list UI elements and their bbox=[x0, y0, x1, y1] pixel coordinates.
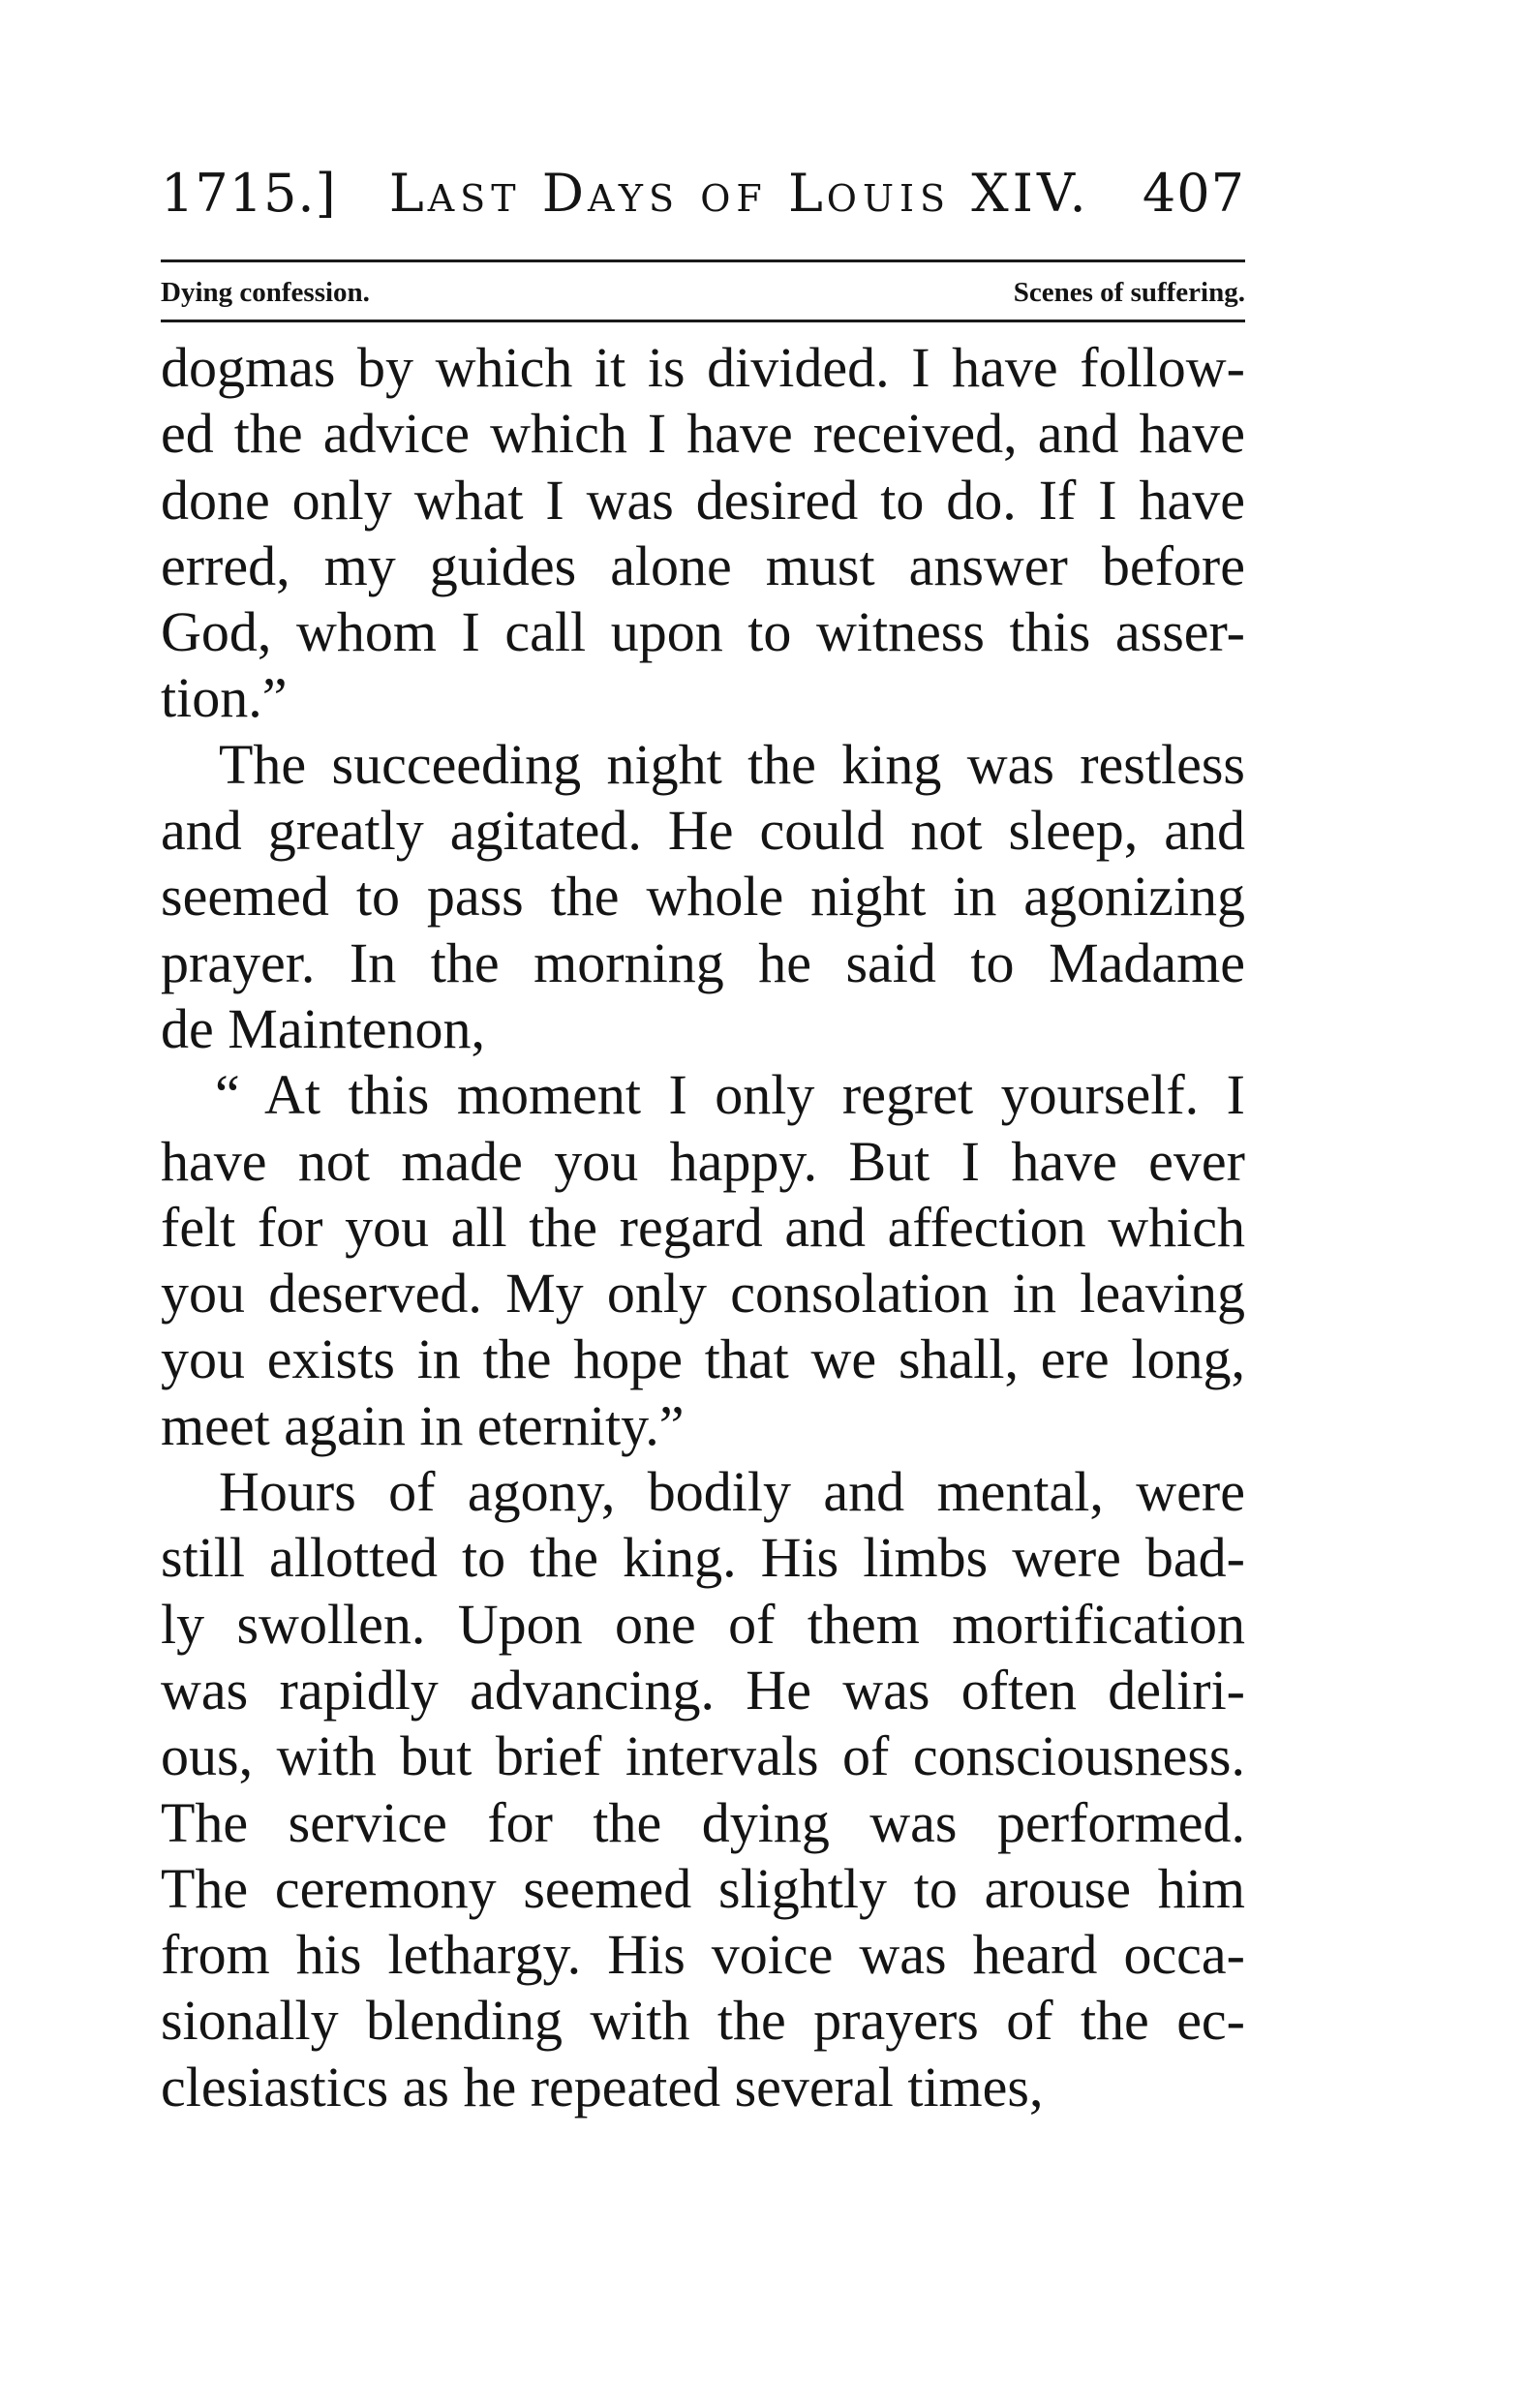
running-head-year: 1715.] bbox=[161, 163, 337, 224]
text-line: The ceremony seemed slightly to arouse him bbox=[161, 1856, 1245, 1920]
text-line: and greatly agitated. He could not sleep, and bbox=[161, 799, 1245, 863]
text-line: erred, my guides alone must answer before bbox=[161, 533, 1245, 597]
title-part: AST bbox=[427, 177, 522, 220]
text-line: ly swollen. Upon one of them mortification bbox=[161, 1592, 1245, 1656]
text-line: The service for the dying was performed. bbox=[161, 1790, 1245, 1854]
body-text bbox=[161, 335, 1245, 2120]
subhead-left: Dying confession. bbox=[161, 276, 370, 308]
text-line: still allotted to the king. His limbs were bad- bbox=[161, 1526, 1245, 1590]
header-rule-top bbox=[161, 259, 1245, 262]
text-line: ous, with but brief intervals of consciousness. bbox=[161, 1724, 1245, 1788]
running-head-title bbox=[337, 163, 1143, 224]
text-line: seemed to pass the whole night in agonizing bbox=[161, 865, 1245, 929]
title-part: AYS bbox=[588, 177, 681, 220]
header-rule-bottom bbox=[161, 320, 1245, 322]
text-line: sionally blending with the prayers of the ec- bbox=[161, 1989, 1245, 2053]
title-part: L bbox=[388, 163, 428, 224]
text-line: clesiastics as he repeated several times, bbox=[161, 2055, 1044, 2118]
text-line: tion.” bbox=[161, 666, 288, 730]
text-line: ed the advice which I have received, and have bbox=[161, 402, 1245, 466]
text-line: dogmas by which it is divided. I have follow- bbox=[161, 336, 1245, 399]
page-number: 407 bbox=[1142, 163, 1245, 224]
title-part: L bbox=[787, 163, 827, 224]
running-head bbox=[161, 163, 1245, 240]
subhead-right: Scenes of suffering. bbox=[1013, 276, 1245, 308]
text-line: The succeeding night the king was restless bbox=[219, 732, 1245, 796]
text-line: de Maintenon, bbox=[161, 996, 486, 1060]
title-part: OUIS bbox=[826, 177, 952, 220]
title-part: D bbox=[541, 163, 589, 224]
text-line: was rapidly advancing. He was often deliri- bbox=[161, 1658, 1245, 1722]
text-line: prayer. In the morning he said to Madame bbox=[161, 930, 1245, 994]
text-line: have not made you happy. But I have ever bbox=[161, 1129, 1245, 1193]
marginal-subheads bbox=[161, 267, 1245, 318]
text-line: “ At this moment I only regret yourself. I bbox=[215, 1063, 1245, 1127]
text-line: felt for you all the regard and affection which bbox=[161, 1195, 1245, 1259]
text-line: from his lethargy. His voice was heard occa- bbox=[161, 1923, 1245, 1987]
text-line: God, whom I call upon to witness this asser- bbox=[161, 600, 1245, 664]
text-line: you deserved. My only consolation in leaving bbox=[161, 1262, 1245, 1326]
text-line: done only what I was desired to do. If I have bbox=[161, 468, 1245, 532]
text-line: meet again in eternity.” bbox=[161, 1393, 685, 1457]
text-line: Hours of agony, bodily and mental, were bbox=[219, 1460, 1245, 1524]
title-part: OF bbox=[700, 177, 768, 220]
title-part: XIV. bbox=[971, 163, 1090, 224]
text-line: you exists in the hope that we shall, ere long, bbox=[161, 1327, 1245, 1391]
